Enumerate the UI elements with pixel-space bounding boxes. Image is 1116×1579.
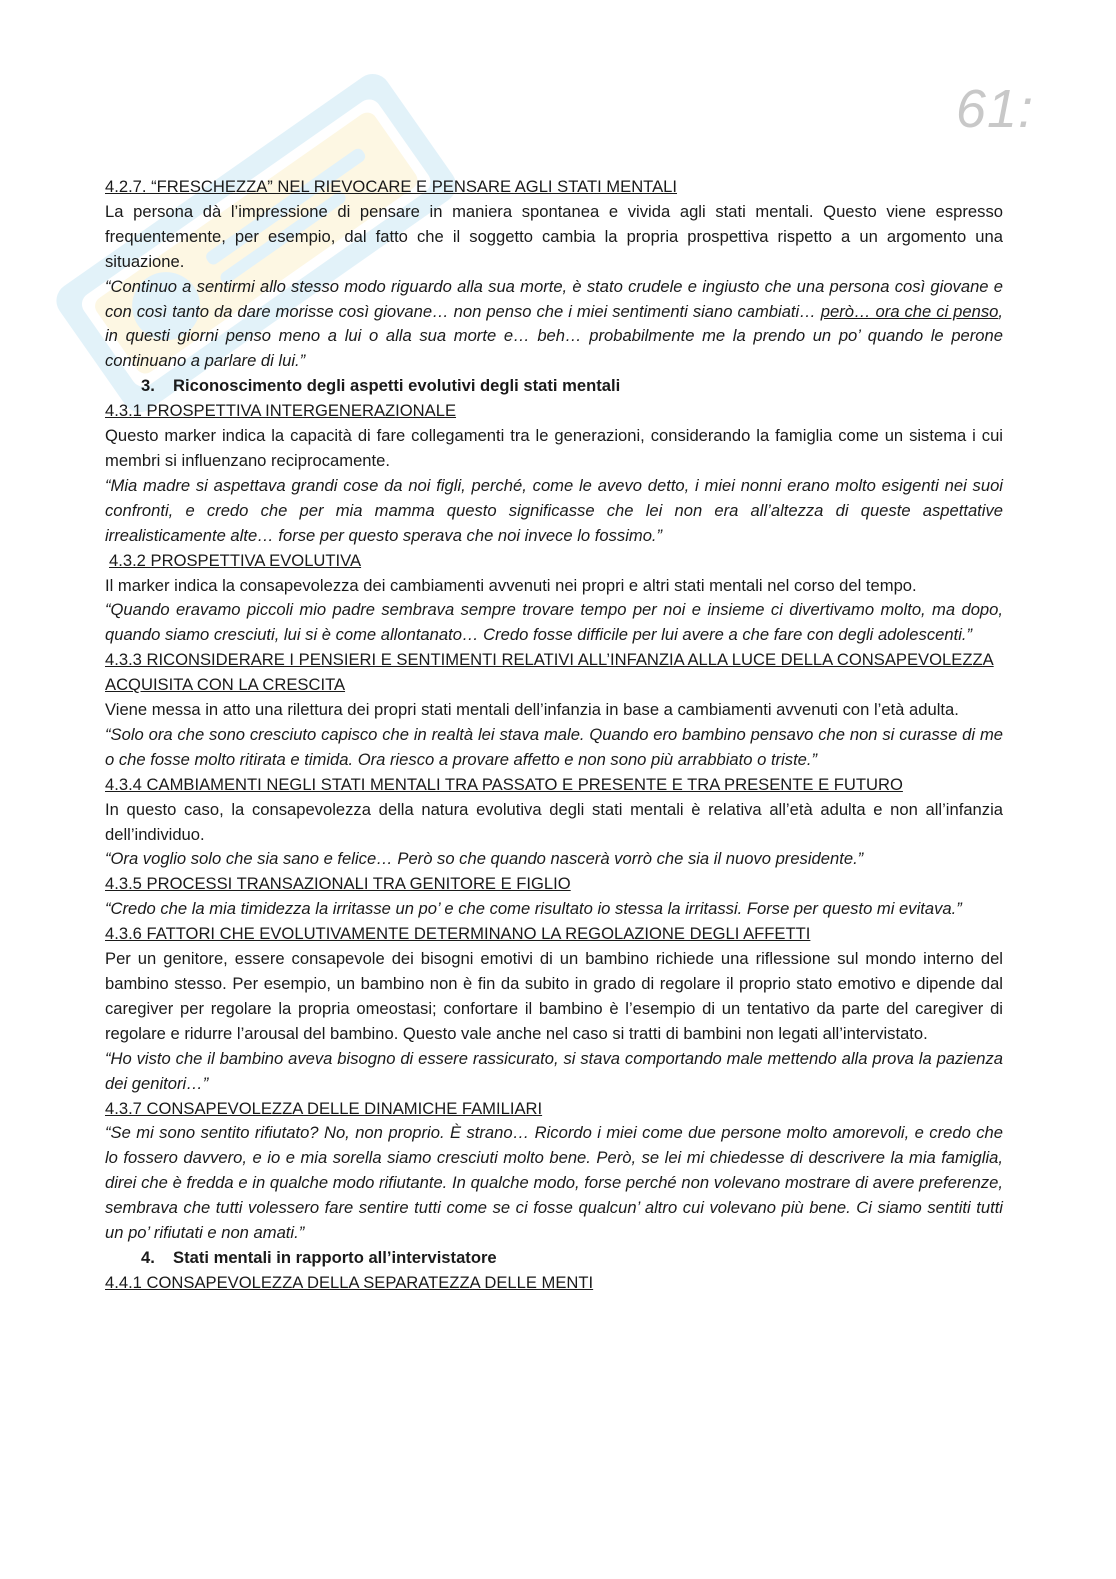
section-number: 3. (141, 376, 155, 396)
quote-part: “Continuo a sentirmi allo stesso modo riguardo alla sua morte, è stato crudele e ingiusto che una persona così giovane e con così tanto da dare morisse così giovane… non penso che i miei sentimenti siano cambiati… (105, 276, 1003, 321)
quote: “Mia madre si aspettava grandi cose da noi figli, perché, come le avevo detto, i miei nonni erano molto esigenti nei suoi confronti, e credo che per mia mamma questo significasse che lei non era all’altezza di queste aspettative irrealisticamente alte… forse per questo sperava che noi invece lo fossimo.” (105, 475, 1003, 545)
document-body (105, 175, 1003, 1296)
quote: “Credo che la mia timidezza la irritasse un po’ e che come risultato io stessa la irritassi. Forse per questo mi evitava.” (105, 899, 962, 919)
paragraph: Viene messa in atto una rilettura dei propri stati mentali dell’infanzia in base a cambiamenti avvenuti con l’età adulta. (105, 700, 959, 720)
heading-4-3-1: 4.3.1 PROSPETTIVA INTERGENERAZIONALE (105, 401, 457, 421)
heading-4-2-7: 4.2.7. “FRESCHEZZA” NEL RIEVOCARE E PENSARE AGLI STATI MENTALI (105, 177, 677, 196)
section-heading-4 (105, 1246, 1003, 1271)
heading-4-3-5: 4.3.5 PROCESSI TRANSAZIONALI TRA GENITORE E FIGLIO (105, 874, 571, 894)
quote (105, 275, 1003, 375)
quote: “Quando eravamo piccoli mio padre sembrava sempre trovare tempo per noi e insieme ci divertivamo molto, ma dopo, quando siamo cresciuti, lui si è come allontanato… Credo fosse difficile per lui avere a che fare con degli adolescenti.” (105, 600, 1003, 645)
section-heading-3 (105, 374, 1003, 399)
quote-underlined-part: però… ora che ci penso (820, 301, 999, 321)
paragraph: La persona dà l’impressione di pensare in maniera spontanea e vivida agli stati mentali. Questo viene espresso frequentemente, per esempio, dal fatto che il soggetto cambia la propria prospettiva rispetto a un argomento una situazione. (105, 201, 1003, 271)
quote-part: , in questi giorni penso meno a lui o alla sua morte e… beh… probabilmente me la prendo un po’ quando le perone continuano a parlare di lui.” (105, 301, 1003, 371)
quote: “Ho visto che il bambino aveva bisogno di essere rassicurato, si stava comportando male mettendo alla prova la pazienza dei genitori…” (105, 1048, 1003, 1093)
heading-4-3-3: 4.3.3 RICONSIDERARE I PENSIERI E SENTIMENTI RELATIVI ALL’INFANZIA ALLA LUCE DELLA CONSAPEVOLEZZA ACQUISITA CON LA CRESCITA (105, 650, 994, 695)
paragraph: In questo caso, la consapevolezza della natura evolutiva degli stati mentali è relativa all’età adulta e non all’infanzia dell’individuo. (105, 799, 1003, 844)
quote: “Se mi sono sentito rifiutato? No, non proprio. È strano… Ricordo i miei come due persone molto amorevoli, e credo che lo fossero davvero, e io e mia sorella siamo cresciuti molto bene. Però, se lei mi chiedesse di descrivere la mia famiglia, direi che è fredda e in qualche modo rifiutante. In qualche modo, forse perché non volevano mostrare di avere preferenze, sembrava che tutti volessero fare sentire tutti come se ci fosse qualcun’ altro cui volevano più bene. Ci siamo sentiti tutti un po’ rifiutati e non amati.” (105, 1123, 1003, 1243)
page-number: 61: (955, 79, 1034, 139)
heading-4-3-4: 4.3.4 CAMBIAMENTI NEGLI STATI MENTALI TRA PASSATO E PRESENTE E TRA PRESENTE E FUTURO (105, 774, 903, 794)
quote: “Ora voglio solo che sia sano e felice… Però so che quando nascerà vorrò che sia il nuovo presidente.” (105, 849, 864, 869)
heading-4-3-6: 4.3.6 FATTORI CHE EVOLUTIVAMENTE DETERMINANO LA REGOLAZIONE DEGLI AFFETTI (105, 924, 811, 944)
heading-4-4-1: 4.4.1 CONSAPEVOLEZZA DELLA SEPARATEZZA DELLE MENTI (105, 1272, 594, 1292)
section-title: Stati mentali in rapporto all’intervistatore (173, 1247, 497, 1267)
paragraph: Il marker indica la consapevolezza dei cambiamenti avvenuti nei propri e altri stati mentali nel corso del tempo. (105, 575, 917, 595)
section-title: Riconoscimento degli aspetti evolutivi degli stati mentali (173, 376, 621, 396)
heading-4-3-2: 4.3.2 PROSPETTIVA EVOLUTIVA (109, 550, 362, 570)
section-number: 4. (141, 1247, 155, 1267)
paragraph: Per un genitore, essere consapevole dei bisogni emotivi di un bambino richiede una riflessione sul mondo interno del bambino stesso. Per esempio, un bambino non è fin da subito in grado di regolare il proprio stato emotivo e dipende dal caregiver per regolare la propria omeostasi; confortare il bambino è l’esempio di un tentativo da parte del caregiver di regolare e ridurre l’arousal del bambino. Questo vale anche nel caso si tratti di bambini non legati all’intervistato. (105, 949, 1003, 1043)
paragraph: Questo marker indica la capacità di fare collegamenti tra le generazioni, considerando la famiglia come un sistema i cui membri si influenzano reciprocamente. (105, 426, 1003, 470)
heading-4-3-7: 4.3.7 CONSAPEVOLEZZA DELLE DINAMICHE FAMILIARI (105, 1098, 543, 1118)
quote: “Solo ora che sono cresciuto capisco che in realtà lei stava male. Quando ero bambino pensavo che non si curasse di me o che fosse molto ritirata e timida. Ora riesco a provare affetto e non sono più arrabbiato o triste.” (105, 724, 1003, 769)
